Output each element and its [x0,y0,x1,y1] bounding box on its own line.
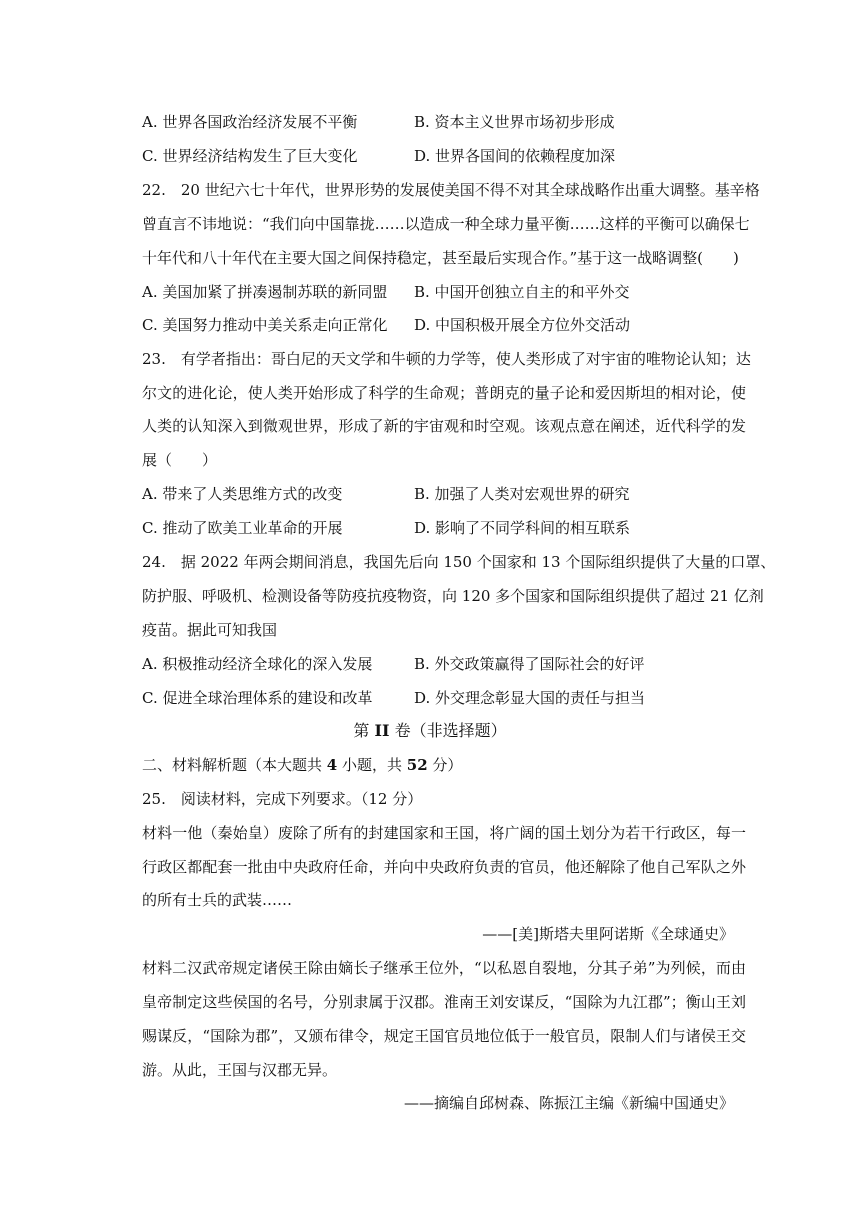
material-one-source: ——[美]斯塔夫里阿诺斯《全球通史》 [482,925,734,943]
material-one-line: 行政区都配套一批由中央政府任命，并向中央政府负责的官员，他还解除了他自己军队之外 [142,858,746,876]
q23-stem-line: 人类的认知深入到微观世界，形成了新的宇宙观和时空观。该观点意在阐述，近代科学的发 [142,417,746,435]
q25-title: 25. 阅读材料，完成下列要求。（12 分） [142,790,423,808]
section-title-pre: 第 [353,721,375,740]
q23-option-b: B. 加强了人类对宏观世界的研究 [414,485,630,503]
q21-option-c: C. 世界经济结构发生了巨大变化 [142,147,358,165]
material-two-line: 游。从此，王国与汉郡无异。 [142,1061,338,1079]
q22-option-a: A. 美国加紧了拼凑遏制苏联的新同盟 [142,283,388,301]
section-title-post: 卷（非选择题） [389,721,507,740]
section-heading-pre: 二、材料解析题（本大题共 [142,756,327,774]
q24-stem-line: 防护服、呼吸机、检测设备等防疫抗疫物资，向 120 多个国家和国际组织提供了超过 21 亿剂 [142,587,764,605]
material-one-line: 材料一他（秦始皇）废除了所有的封建国家和王国，将广阔的国土划分为若干行政区，每一 [142,824,746,842]
q21-option-b: B. 资本主义世界市场初步形成 [414,113,615,131]
q23-option-d: D. 影响了不同学科间的相互联系 [414,519,631,537]
q21-option-d: D. 世界各国间的依赖程度加深 [414,147,616,165]
section-heading-count: 4 [326,756,338,774]
q23-option-a: A. 带来了人类思维方式的改变 [142,485,343,503]
section-heading-score: 52 [406,756,428,774]
q22-stem-line: 22. 20 世纪六七十年代，世界形势的发展使美国不得不对其全球战略作出重大调整。基辛格 [142,181,760,199]
section-title-roman: II [374,721,390,740]
section-heading-post: 分） [427,756,463,774]
q23-stem-line: 展（ ） [142,451,218,469]
q24-option-a: A. 积极推动经济全球化的深入发展 [142,655,373,673]
section-heading-mid: 小题，共 [337,756,407,774]
material-two-line: 材料二汉武帝规定诸侯王除由嫡长子继承王位外，“以私恩自裂地，分其子弟”为列候，而由 [142,959,746,977]
q23-stem-line: 尔文的进化论，使人类开始形成了科学的生命观；普朗克的量子论和爱因斯坦的相对论，使 [142,384,746,402]
material-two-line: 皇帝制定这些侯国的名号，分别隶属于汉郡。淮南王刘安谋反，“国除为九江郡”；衡山王刘 [142,993,746,1011]
q22-option-c: C. 美国努力推动中美关系走向正常化 [142,316,388,334]
q22-option-d: D. 中国积极开展全方位外交活动 [414,316,631,334]
q24-stem-line: 24. 据 2022 年两会期间消息，我国先后向 150 个国家和 13 个国际组织提供了大量的口罩、 [142,553,776,571]
q24-option-c: C. 促进全球治理体系的建设和改革 [142,689,373,707]
material-two-source: ——摘编自邱树森、陈振江主编《新编中国通史》 [403,1094,734,1112]
q22-stem-line: 十年代和八十年代在主要大国之间保持稳定，甚至最后实现合作。”基于这一战略调整( ) [142,249,739,267]
material-one-line: 的所有士兵的武装…… [142,891,293,909]
material-two-line: 赐谋反，“国除为郡”，又颁布律令，规定王国官员地位低于一般官员，限制人们与诸侯王交 [142,1027,746,1045]
q21-option-a: A. 世界各国政治经济发展不平衡 [142,113,358,131]
q22-option-b: B. 中国开创独立自主的和平外交 [414,283,630,301]
q24-stem-line: 疫苗。据此可知我国 [142,621,278,639]
q23-option-c: C. 推动了欧美工业革命的开展 [142,519,343,537]
q24-option-b: B. 外交政策赢得了国际社会的好评 [414,655,645,673]
section-heading [142,755,462,775]
q24-option-d: D. 外交理念彰显大国的责任与担当 [414,689,646,707]
q22-stem-line: 曾直言不讳地说：“我们向中国靠拢……以造成一种全球力量平衡……这样的平衡可以确保七 [142,215,750,233]
q23-stem-line: 23. 有学者指出：哥白尼的天文学和牛顿的力学等，使人类形成了对宇宙的唯物论认知；达 [142,350,751,368]
section-title [0,721,860,741]
